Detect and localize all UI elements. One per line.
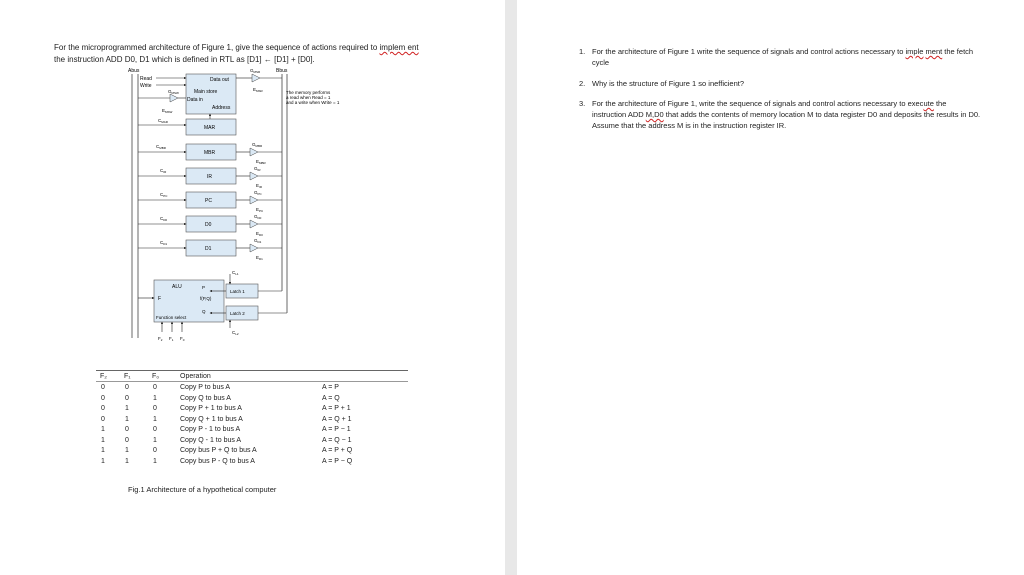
table-cell-f0: 1 — [153, 436, 157, 444]
question-number: 3. — [579, 99, 586, 108]
header-f1: F₁ — [124, 373, 131, 380]
spelling-error: M,D0 — [645, 110, 664, 119]
table-cell-f1: 1 — [125, 405, 129, 412]
svg-text:EIR: $E_{IR}$ — [256, 183, 263, 189]
table-cell-f0: 1 — [153, 457, 157, 465]
svg-text:CD0: $C_{D0}$ — [160, 216, 168, 222]
table-cell-rtl: A = P + 1 — [322, 405, 351, 412]
table-cell-f1: 1 — [125, 457, 129, 465]
question-text-part: For the architecture of Figure 1, write the sequence of signals and control actions necessary to exec — [592, 99, 924, 108]
question-text-part: Why is the structure of Figure 1 so inefficient? — [592, 79, 745, 88]
latch2-label: Latch 2 — [230, 311, 245, 316]
spelling-error: implem ent — [379, 43, 419, 52]
table-cell-op: Copy P - 1 to bus A — [180, 426, 241, 433]
alu-label: ALU — [172, 284, 182, 290]
table-cell-rtl: A = P − Q — [322, 457, 353, 465]
question-text-part: the instruction ADD — [592, 99, 947, 119]
architecture-diagram — [90, 66, 390, 356]
table-cell-f0: 1 — [153, 415, 157, 423]
svg-text:CD1: $C_{D1}$ — [160, 240, 168, 246]
function-select-label: Function select — [156, 315, 187, 320]
question-number: 2. — [579, 79, 586, 88]
f0-label: $F_0$ — [180, 336, 185, 342]
memory-note-3: and a write when Write = 1 — [286, 100, 340, 105]
register-d0 — [138, 214, 282, 237]
spelling-error: ment — [925, 47, 943, 56]
table-cell-f2: 0 — [101, 415, 105, 423]
main-store-label: Main store — [194, 89, 218, 95]
table-cell-rtl: A = P + Q — [322, 447, 353, 454]
memory-note-1: The memory performs — [286, 90, 331, 95]
svg-text:IR: IR — [207, 174, 212, 180]
cl1-label: $C_{L1}$ — [232, 270, 239, 276]
table-cell-f1: 0 — [125, 394, 129, 402]
svg-text:GD0: $G_{D0}$ — [254, 214, 262, 220]
f-label: F — [158, 296, 162, 302]
table-cell-op: Copy P to bus A — [180, 384, 231, 391]
read-label: Read — [140, 76, 152, 82]
svg-text:ED1: $E_{D1}$ — [256, 255, 263, 261]
data-out-label: Data out — [210, 77, 229, 83]
svg-text:D1: D1 — [205, 246, 212, 252]
emsr-label: $E_{MSR}$ — [253, 87, 263, 93]
table-cell-f2: 1 — [101, 436, 105, 444]
svg-text:EMBR: $E_{MBR}$ — [256, 159, 266, 165]
register-ir — [138, 166, 282, 189]
spelling-error: imple — [905, 47, 924, 56]
document-page-right — [517, 0, 1024, 575]
table-cell-op: Copy bus P + Q to bus A — [180, 447, 257, 454]
question-text-part: that adds the contents of memory location M to data register D0 and deposits the results in D0. Assume that the address M is in the instruction register IR. — [592, 110, 981, 130]
table-cell-rtl: A = P — [322, 384, 339, 391]
svg-text:D0: D0 — [205, 222, 212, 228]
svg-text:GPC: $G_{PC}$ — [254, 190, 262, 196]
question-number: 1. — [579, 47, 586, 56]
cl2-label: $C_{L2}$ — [232, 330, 239, 336]
question-text — [592, 46, 982, 68]
gmsr-label: $G_{MSR}$ — [250, 68, 261, 74]
svg-text:GMBR: $G_{MBR}$ — [252, 142, 263, 148]
table-cell-f0: 0 — [153, 405, 157, 412]
table-cell-f2: 1 — [101, 426, 105, 433]
table-cell-f1: 0 — [125, 384, 129, 391]
table-cell-f2: 1 — [101, 457, 105, 465]
table-cell-f0: 1 — [153, 394, 157, 402]
emsw-label: $E_{MSW}$ — [162, 108, 173, 114]
bbus-label: Bbus — [276, 68, 288, 74]
table-cell-f1: 1 — [125, 415, 129, 423]
svg-text:CIR: $C_{IR}$ — [160, 168, 167, 174]
table-cell-f2: 1 — [101, 447, 105, 454]
abus-label: Abus — [128, 68, 140, 74]
header-operation: Operation — [180, 373, 211, 380]
header-f2: F₂ — [100, 373, 107, 380]
table-cell-rtl: A = P − 1 — [322, 426, 351, 433]
function-table — [96, 370, 408, 470]
table-cell-rtl: A = Q − 1 — [322, 436, 352, 444]
gate-msw — [170, 94, 178, 102]
write-label: Write — [140, 83, 152, 89]
table-cell-f2: 0 — [101, 384, 105, 391]
table-cell-op: Copy Q - 1 to bus A — [180, 436, 242, 444]
table-cell-op: Copy Q + 1 to bus A — [180, 415, 243, 423]
gate-msr — [252, 74, 260, 82]
svg-text:MBR: MBR — [204, 150, 216, 156]
table-cell-f1: 0 — [125, 436, 129, 444]
latch1-label: Latch 1 — [230, 289, 245, 294]
address-label: Address — [212, 105, 231, 111]
q-label: Q — [202, 309, 206, 314]
svg-text:PC: PC — [205, 198, 212, 204]
table-cell-f2: 0 — [101, 394, 105, 402]
intro-line-1: For the microprogrammed architecture of Figure 1, give the sequence of actions required to implem ent — [54, 43, 419, 52]
document-page-left — [0, 0, 505, 575]
figure-caption: Fig.1 Architecture of a hypothetical computer — [128, 485, 277, 494]
svg-text:CMBR: $C_{MBR}$ — [156, 144, 166, 150]
svg-text:CPC: $C_{PC}$ — [160, 192, 168, 198]
table-cell-op: Copy Q to bus A — [180, 394, 231, 402]
register-d1 — [138, 238, 282, 261]
gmsw-label: $G_{MSW}$ — [168, 89, 179, 95]
header-f0: F₀ — [152, 373, 160, 380]
mar-label: MAR — [204, 125, 216, 131]
table-cell-rtl: A = Q + 1 — [322, 415, 352, 423]
question-text — [592, 98, 982, 131]
table-cell-op: Copy bus P - Q to bus A — [180, 457, 255, 465]
table-cell-f1: 1 — [125, 447, 129, 454]
table-cell-f2: 0 — [101, 405, 105, 412]
question-text — [592, 78, 982, 89]
table-cell-f0: 0 — [153, 384, 157, 391]
data-in-label: Data in — [187, 97, 203, 103]
spelling-error: ute — [923, 99, 934, 108]
f1-label: $F_1$ — [169, 336, 174, 342]
fpq-label: f(P,Q) — [200, 296, 212, 301]
table-top-rule — [96, 370, 408, 371]
table-cell-f1: 0 — [125, 426, 129, 433]
svg-text:EPC: $E_{PC}$ — [256, 207, 264, 213]
table-header-rule — [96, 381, 408, 382]
question-text-part: For the architecture of Figure 1 write the sequence of signals and control actions necessary to — [592, 47, 906, 56]
memory-note-2: a read when Read = 1 — [286, 95, 331, 100]
register-pc — [138, 190, 282, 213]
table-cell-f0: 0 — [153, 447, 157, 454]
table-cell-f0: 0 — [153, 426, 157, 433]
svg-text:GD1: $G_{D1}$ — [254, 238, 262, 244]
register-mbr — [138, 142, 282, 165]
question-text-part: the fetch cycle — [592, 47, 974, 67]
svg-text:ED0: $E_{D0}$ — [256, 231, 263, 237]
table-cell-rtl: A = Q — [322, 394, 340, 402]
cmar-label: $C_{MAR}$ — [158, 118, 168, 124]
f2-label: $F_2$ — [158, 336, 163, 342]
p-label: P — [202, 285, 206, 290]
intro-line-2: the instruction ADD D0, D1 which is defined in RTL as [D1] ← [D1] + [D0]. — [54, 55, 315, 64]
svg-text:GIR: $G_{IR}$ — [254, 166, 261, 172]
table-cell-op: Copy P + 1 to bus A — [180, 405, 242, 412]
